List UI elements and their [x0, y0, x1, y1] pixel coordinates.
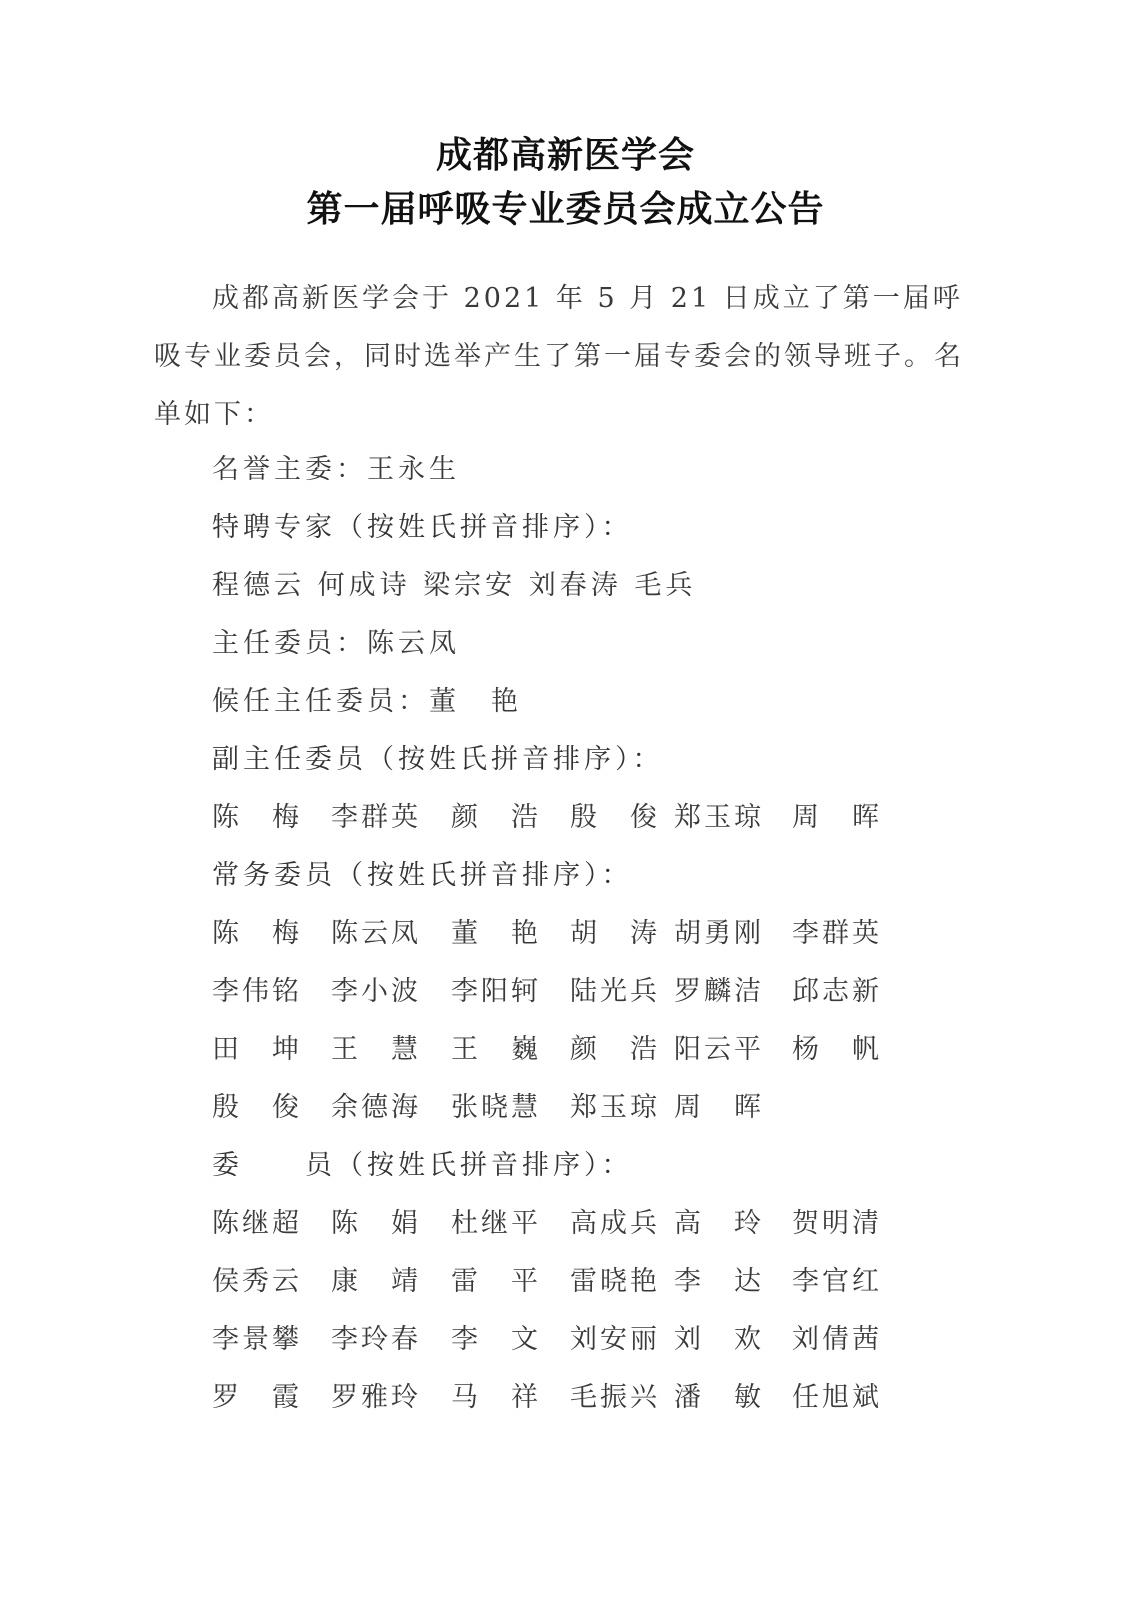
chair-line: 主任委员：陈云凤 [212, 628, 460, 659]
name-cell: 郑玉琼 [674, 802, 764, 833]
name-cell: 李 文 [451, 1324, 541, 1355]
name-cell: 郑玉琼 [570, 1092, 660, 1123]
name-cell: 陆光兵 [570, 976, 660, 1007]
name-cell: 邱志新 [792, 976, 882, 1007]
name-cell: 陈 梅 [212, 918, 302, 949]
name-cell: 罗雅玲 [331, 1382, 421, 1413]
name-cell: 杨 帆 [792, 1034, 882, 1065]
name-cell: 潘 敏 [674, 1382, 764, 1413]
experts-heading: 特聘专家（按姓氏拼音排序）： [212, 512, 633, 543]
name-cell: 陈 娟 [331, 1208, 421, 1239]
name-cell: 高成兵 [570, 1208, 660, 1239]
name-cell: 董 艳 [451, 918, 541, 949]
name-cell: 毛振兴 [570, 1382, 660, 1413]
name-cell: 周 晖 [674, 1092, 764, 1123]
name-cell: 田 坤 [212, 1034, 302, 1065]
name-cell: 李玲春 [331, 1324, 421, 1355]
name-cell: 周 晖 [792, 802, 882, 833]
honorary-chair-line: 名誉主委：王永生 [212, 454, 460, 485]
name-cell: 余德海 [331, 1092, 421, 1123]
name-cell: 胡勇刚 [674, 918, 764, 949]
name-cell: 李 达 [674, 1266, 764, 1297]
name-cell: 李阳轲 [451, 976, 541, 1007]
members-heading: 委 员（按姓氏拼音排序）： [212, 1150, 633, 1181]
name-cell: 陈继超 [212, 1208, 302, 1239]
name-cell: 雷晓艳 [570, 1266, 660, 1297]
name-cell: 李小波 [331, 976, 421, 1007]
name-cell: 王 慧 [331, 1034, 421, 1065]
name-cell: 刘倩茜 [792, 1324, 882, 1355]
document-title-line-2: 第一届呼吸专业委员会成立公告 [306, 189, 825, 230]
experts-list: 程德云 何成诗 梁宗安 刘春涛 毛兵 [212, 570, 697, 601]
name-cell: 李伟铭 [212, 976, 302, 1007]
document-title-line-1: 成都高新医学会 [435, 135, 695, 176]
name-cell: 颜 浩 [451, 802, 541, 833]
name-cell: 刘 欢 [674, 1324, 764, 1355]
chair-elect-line: 候任主任委员：董 艳 [212, 686, 522, 717]
name-cell: 陈云凤 [331, 918, 421, 949]
name-cell: 陈 梅 [212, 802, 302, 833]
name-cell: 雷 平 [451, 1266, 541, 1297]
name-cell: 杜继平 [451, 1208, 541, 1239]
name-cell: 李群英 [792, 918, 882, 949]
intro-paragraph: 成都高新医学会于 2021 年 5 月 21 日成立了第一届呼吸专业委员会，同时选举产生了第一届专委会的领导班子。名单如下： [154, 283, 964, 430]
name-cell: 任旭斌 [792, 1382, 882, 1413]
standing-members-heading: 常务委员（按姓氏拼音排序）： [212, 860, 633, 891]
name-cell: 李景攀 [212, 1324, 302, 1355]
name-cell: 李官红 [792, 1266, 882, 1297]
name-cell: 刘安丽 [570, 1324, 660, 1355]
name-cell: 马 祥 [451, 1382, 541, 1413]
name-cell: 贺明清 [792, 1208, 882, 1239]
name-cell: 侯秀云 [212, 1266, 302, 1297]
name-cell: 阳云平 [674, 1034, 764, 1065]
name-cell: 张晓慧 [451, 1092, 541, 1123]
name-cell: 胡 涛 [570, 918, 660, 949]
name-cell: 殷 俊 [570, 802, 660, 833]
name-cell: 殷 俊 [212, 1092, 302, 1123]
name-cell: 康 靖 [331, 1266, 421, 1297]
name-cell: 李群英 [331, 802, 421, 833]
name-cell: 颜 浩 [570, 1034, 660, 1065]
name-cell: 罗 霞 [212, 1382, 302, 1413]
name-cell: 罗麟洁 [674, 976, 764, 1007]
vice-chairs-heading: 副主任委员（按姓氏拼音排序）： [212, 744, 664, 775]
name-cell: 王 巍 [451, 1034, 541, 1065]
name-cell: 高 玲 [674, 1208, 764, 1239]
